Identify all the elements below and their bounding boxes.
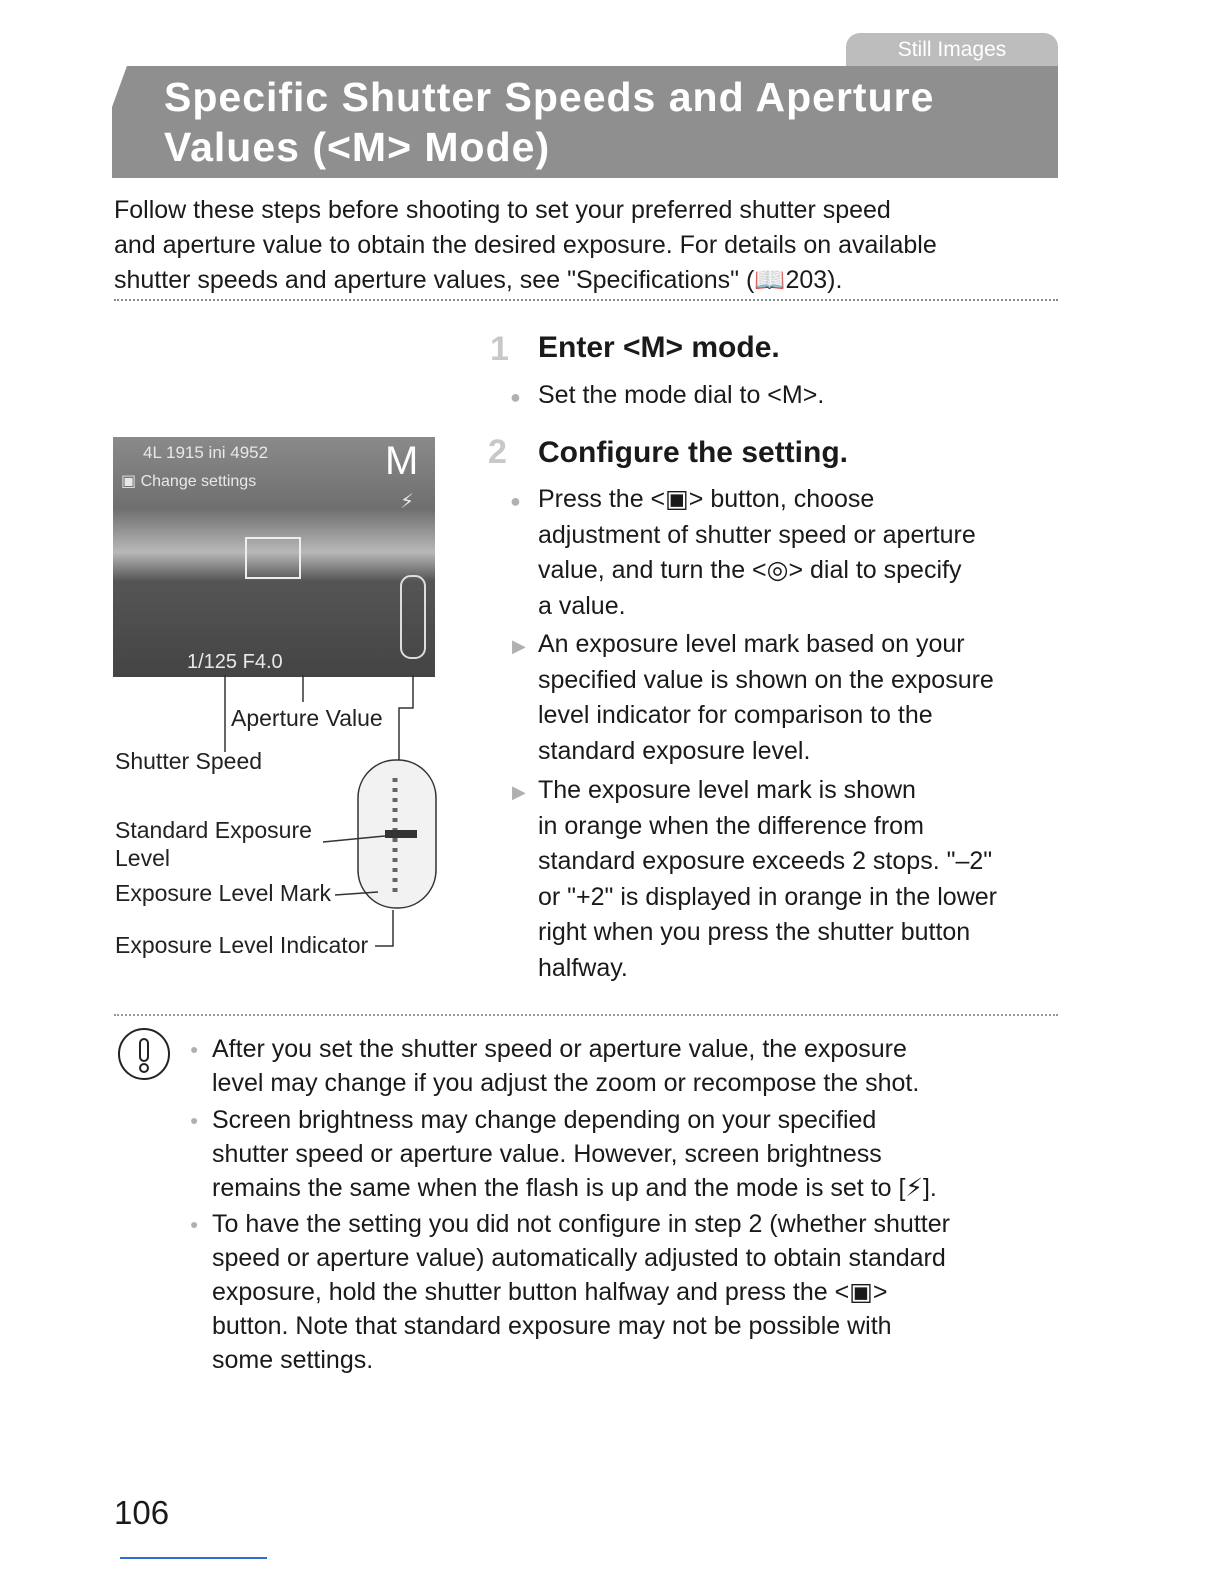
note-line: To have the setting you did not configure in step 2 (whether shutter [212, 1210, 950, 1238]
callout-exposure-level-indicator: Exposure Level Indicator [115, 932, 369, 958]
callout-standard-exposure-level: Level [115, 845, 170, 871]
screen-menu-label: Change settings [140, 473, 257, 490]
bullet-line: The exposure level mark is shown [538, 776, 916, 804]
screen-exposure-indicator [400, 575, 426, 659]
note-line: shutter speed or aperture value. However, screen brightness [212, 1140, 882, 1168]
note-item [190, 1032, 1062, 1100]
callout-aperture-value: Aperture Value [231, 705, 383, 731]
bullet-line: specified value is shown on the exposure [538, 665, 994, 694]
note-line: speed or aperture value) automatically adjusted to obtain standard [212, 1244, 946, 1272]
result-arrow-icon: ▶ [512, 636, 526, 656]
bullet-line: value, and turn the <◎> dial to specify [538, 556, 962, 584]
page-number-rule [120, 1557, 267, 1559]
standard-level-tick [385, 830, 417, 838]
caution-icon [116, 1026, 172, 1082]
note-line: some settings. [212, 1346, 374, 1374]
indicator-bottom-leader [375, 910, 393, 946]
banner-notch [112, 66, 152, 178]
bullet-line: right when you press the shutter button [538, 918, 971, 946]
menu-icon: ▣ [121, 473, 141, 490]
section-tab: Still Images [846, 33, 1058, 67]
note-line: Screen brightness may change depending on your specified [212, 1106, 877, 1134]
indicator-leader [399, 675, 413, 760]
bullet-dot-icon: ● [510, 387, 521, 407]
intro-line: and aperture value to obtain the desired exposure. For details on available [114, 231, 937, 259]
screen-menu-text [121, 471, 256, 491]
note-line: button. Note that standard exposure may not be possible with [212, 1312, 892, 1340]
note-line: remains the same when the flash is up and the mode is set to [⚡]. [212, 1174, 937, 1202]
step-2-bullet-2 [538, 627, 1058, 769]
callout-shutter-speed: Shutter Speed [115, 748, 263, 774]
intro-line: shutter speeds and aperture values, see "Specifications" (📖203). [114, 266, 843, 294]
screen-bottom-info: 1/125 F4.0 [187, 651, 283, 673]
note-bullet-icon: ● [190, 1216, 199, 1232]
note-item [190, 1103, 1062, 1205]
title-banner [112, 66, 1058, 178]
bullet-dot-icon: ● [510, 491, 521, 511]
step-2-heading: Configure the setting. [538, 436, 848, 469]
bullet-line: or "+2" is displayed in orange in the lower [538, 882, 997, 911]
intro-line: Follow these steps before shooting to set your preferred shutter speed [114, 196, 891, 224]
note-line: exposure, hold the shutter button halfway and press the <▣> [212, 1278, 888, 1306]
bullet-line: level indicator for comparison to the [538, 701, 933, 729]
step-1-heading: Enter <M> mode. [538, 331, 780, 364]
af-frame [245, 537, 301, 579]
screen-mode-letter: M [385, 439, 419, 483]
callout-standard-exposure: Standard Exposure [115, 817, 312, 843]
bullet-line: standard exposure exceeds 2 stops. "–2" [538, 847, 993, 875]
bullet-line: a value. [538, 591, 626, 620]
page-title-line-1: Specific Shutter Speeds and Aperture [164, 74, 935, 120]
note-bullet-icon: ● [190, 1041, 199, 1057]
step-2-bullet-1 [538, 482, 1058, 624]
divider [114, 299, 1058, 301]
result-arrow-icon: ▶ [512, 782, 526, 802]
flash-icon: ⚡ [400, 491, 415, 513]
bullet-line: An exposure level mark based on your [538, 630, 965, 658]
step-1-bullet: Set the mode dial to <M>. [538, 381, 825, 409]
bullet-line: adjustment of shutter speed or aperture [538, 520, 976, 549]
note-line: level may change if you adjust the zoom or recompose the shot. [212, 1069, 920, 1097]
divider [114, 1014, 1058, 1016]
screen-top-info: 4L 1915 ini 4952 [143, 443, 269, 462]
note-item [190, 1207, 1062, 1377]
note-line: After you set the shutter speed or aperture value, the exposure [212, 1035, 907, 1063]
camera-screen-image [113, 437, 435, 677]
bullet-line: standard exposure level. [538, 736, 811, 765]
bullet-line: halfway. [538, 953, 628, 982]
page-number: 106 [114, 1494, 170, 1531]
step-2-bullet-3 [538, 773, 1058, 986]
bullet-line: in orange when the difference from [538, 811, 924, 840]
callout-exposure-level-mark: Exposure Level Mark [115, 880, 332, 906]
note-bullet-icon: ● [190, 1112, 199, 1128]
page-title-line-2: Values (<M> Mode) [164, 124, 551, 170]
step-number-1: 1 [490, 330, 509, 368]
step-number-2: 2 [488, 433, 507, 471]
intro-paragraph [114, 193, 1064, 298]
bullet-line: Press the <▣> button, choose [538, 485, 875, 513]
